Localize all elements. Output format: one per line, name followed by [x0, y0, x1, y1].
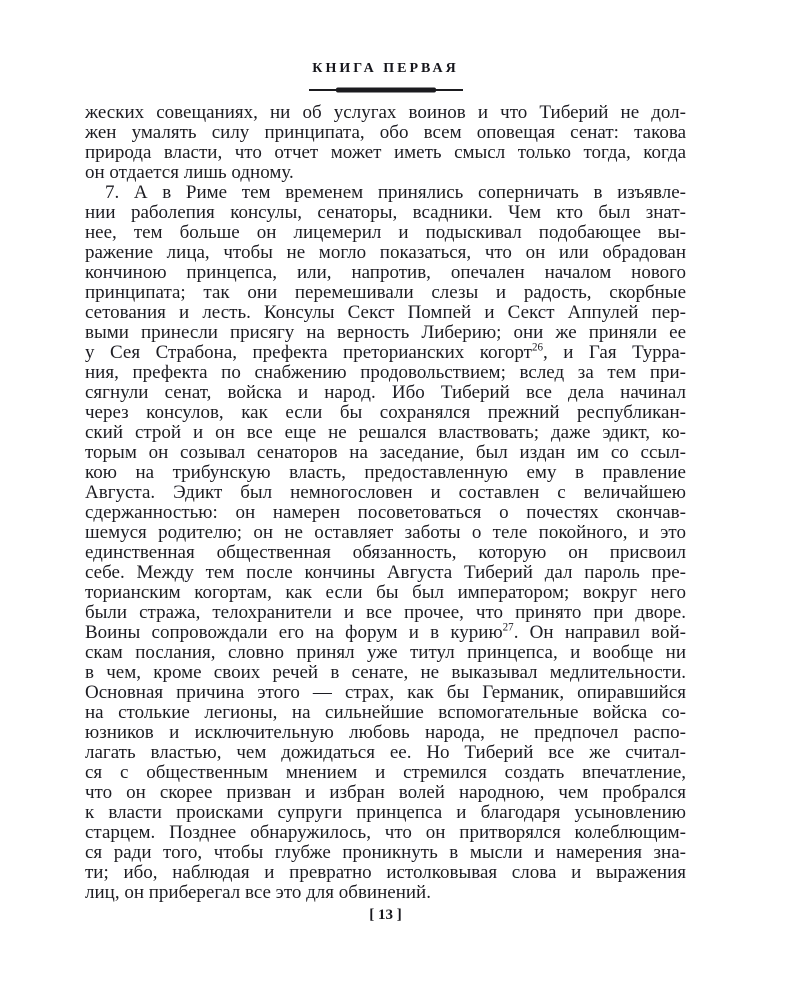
- text-line: на столькие легионы, на сильнейшие вспомогательные войска со-: [85, 702, 686, 723]
- text-line: что он скорее призван и избран волей народною, чем пробрался: [85, 782, 686, 803]
- ornament-thin-rule: [309, 89, 463, 91]
- footnote-reference: 27: [502, 621, 514, 634]
- paragraph: [85, 183, 686, 903]
- text-line: нии раболепия консулы, сенаторы, всадники. Чем кто был знат-: [85, 202, 686, 223]
- text-line: ся ради того, чтобы глубже проникнуть в мысли и намерения зна-: [85, 842, 686, 863]
- text-line: старцем. Позднее обнаружилось, что он притворялся колеблющим-: [85, 822, 686, 843]
- text-line: ти; ибо, наблюдая и превратно истолковывая слова и выражения: [85, 862, 686, 883]
- text-line: 7. А в Риме тем временем принялись соперничать в изъявле-: [105, 182, 686, 203]
- text-line: жеских совещаниях, ни об услугах воинов и что Тиберий не дол-: [85, 102, 686, 123]
- text-line: выми принесли присягу на верность Либерию; они же приняли ее: [85, 322, 686, 343]
- text-line: скам послания, словно принял уже титул принцепса, и вообще ни: [85, 642, 686, 663]
- text-line: шемуся родителю; он не оставляет заботы о теле покойного, и это: [85, 522, 686, 543]
- text-line: лагать властью, чем дожидаться ее. Но Тиберий все же считал-: [85, 742, 686, 763]
- text-line: сетования и лесть. Консулы Секст Помпей и Секст Аппулей пер-: [85, 302, 686, 323]
- text-line: он отдается лишь одному.: [85, 162, 294, 183]
- text-line: ражение лица, чтобы не могло показаться, что он или обрадован: [85, 242, 686, 263]
- text-line: нее, тем больше он лицемерил и подыскивал подобающее вы-: [85, 222, 686, 243]
- text-line: ния, префекта по снабжению продовольствием; вслед за тем при-: [85, 362, 686, 383]
- text-line: Воины сопровождали его на форум и в курию$^{27}$. Он направил вой-: [85, 621, 686, 643]
- page-number: [ 13 ]: [369, 907, 402, 923]
- text-line: в чем, кроме своих речей в сенате, не выказывал медлительности.: [85, 662, 686, 683]
- text-line: сягнули сенат, войска и народ. Ибо Тиберий все дела начинал: [85, 382, 686, 403]
- text-line: были стража, телохранители и все прочее, что принято при дворе.: [85, 602, 686, 623]
- text-line: ский строй и он все еще не решался властвовать; даже эдикт, ко-: [85, 422, 686, 443]
- text-line: Августа. Эдикт был немногословен и составлен с величайшею: [85, 482, 686, 503]
- text-line: кою на трибунскую власть, предоставленную ему в правление: [85, 462, 686, 483]
- text-line: лиц, он приберегал все это для обвинений.: [85, 882, 431, 903]
- text-line: себе. Между тем после кончины Августа Тиберий дал пароль пре-: [85, 562, 686, 583]
- text-line: природа власти, что отчет может иметь смысл только тогда, когда: [85, 142, 686, 163]
- text-line: юзников и исключительную любовь народа, не предпочел распо-: [85, 722, 686, 743]
- header-rule-ornament: [85, 86, 686, 94]
- text-line: сдержанностью: он намерен посоветоваться о почестях скончав-: [85, 502, 686, 523]
- text-line: Основная причина этого — страх, как бы Германик, опиравшийся: [85, 682, 686, 703]
- text-line: у Сея Страбона, префекта преторианских когорт$^{26}$, и Гая Турра-: [85, 341, 686, 363]
- ornament-thick-bar: [336, 88, 436, 93]
- text-line: единственная общественная обязанность, которую он присвоил: [85, 542, 686, 563]
- text-line: торианским когортам, как если бы был императором; вокруг него: [85, 582, 686, 603]
- text-line: жен умалять силу принципата, обо всем оповещая сенат: такова: [85, 122, 686, 143]
- text-line: принципата; так они перемешивали слезы и радость, скорбные: [85, 282, 686, 303]
- text-line: к власти происками супруги принцепса и благодаря усыновлению: [85, 802, 686, 823]
- chapter-header: КНИГА ПЕРВАЯ: [312, 61, 459, 76]
- text-line: ся с общественным мнением и стремился создать впечатление,: [85, 762, 686, 783]
- text-block: [85, 103, 686, 903]
- text-line: кончиною принцепса, или, напротив, опечален началом нового: [85, 262, 686, 283]
- text-line: через консулов, как если бы сохранялся прежний республикан-: [85, 402, 686, 423]
- footnote-reference: 26: [531, 341, 543, 354]
- paragraph: [85, 103, 686, 183]
- text-line: торым он созывал сенаторов на заседание, был издан им со ссыл-: [85, 442, 686, 463]
